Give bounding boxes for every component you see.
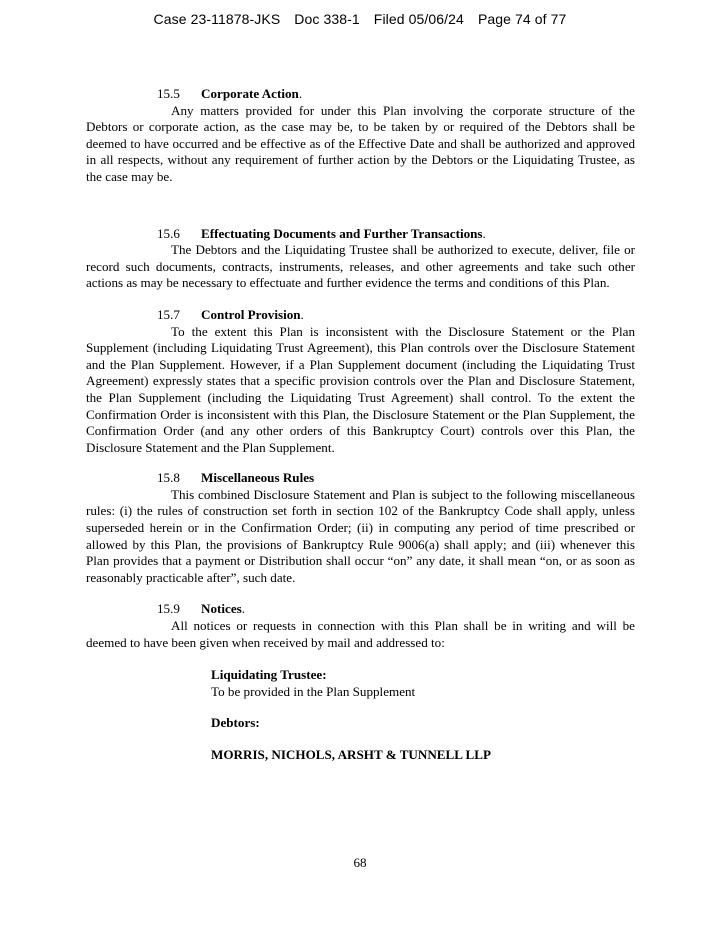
- court-filing-header: [0, 11, 720, 27]
- debtors-address-block: [211, 715, 635, 732]
- section-number: 15.7: [157, 306, 180, 322]
- section-heading: [86, 470, 635, 487]
- section-title-punctuation: .: [300, 306, 304, 322]
- section-paragraph: To the extent this Plan is inconsistent with the Disclosure Statement or the Plan Supplement (including Liquidating Trust Agreement), this Plan controls over the Disclosure Statement and the Plan Supplement. However, if a Plan Supplement document (including the Liquidating Trust Agreement) expressly states that a specific provision controls over the Plan and Disclosure Statement, the Plan Supplement (including the Liquidating Trust Agreement) shall control. To the extent the Confirmation Order is inconsistent with this Plan, the Disclosure Statement or the Plan Supplement, the Confirmation Order (and any other orders of this Bankruptcy Court) controls over this Plan, the Disclosure Statement and the Plan Supplement.: [86, 323, 635, 455]
- section-heading: [86, 226, 635, 243]
- section-paragraph: All notices or requests in connection with this Plan shall be in writing and will be deemed to have been given when received by mail and addressed to:: [86, 618, 635, 650]
- counsel-firm-block: [211, 747, 635, 764]
- page-number: 68: [353, 855, 367, 870]
- case-number: Case 23-11878-JKS: [153, 11, 281, 27]
- document-number: Doc 338-1: [294, 11, 360, 27]
- filed-date: Filed 05/06/24: [373, 11, 464, 27]
- liquidating-trustee-value: To be provided in the Plan Supplement: [211, 683, 416, 699]
- section-title: Notices: [201, 601, 242, 617]
- section-number: 15.9: [157, 601, 180, 617]
- section-title: Control Provision: [201, 306, 301, 322]
- section-title-punctuation: .: [482, 225, 486, 241]
- section-paragraph: This combined Disclosure Statement and Plan is subject to the following miscellaneous rules: (i) the rules of construction set forth in section 102 of the Bankruptcy Code shall apply, unless superseded herein or in the Confirmation Order; (ii) in computing any period of time prescribed or allowed by this Plan, the provisions of Bankruptcy Rule 9006(a) shall apply; and (iii) whenever this Plan provides that a payment or Distribution shall occur “on” any date, it shall mean “on, or as soon as reasonably practicable after”, such date.: [86, 486, 635, 585]
- liquidating-trustee-label: Liquidating Trustee:: [211, 667, 327, 683]
- counsel-firm-name: MORRIS, NICHOLS, ARSHT & TUNNELL LLP: [211, 747, 492, 762]
- section-number: 15.6: [157, 225, 180, 241]
- debtors-label: Debtors:: [211, 715, 260, 731]
- section-title-punctuation: .: [298, 86, 303, 101]
- section-heading: [86, 307, 635, 324]
- section-number: 15.8: [157, 470, 180, 486]
- section-number: 15.5: [157, 86, 180, 101]
- section-title: Effectuating Documents and Further Transactions: [201, 225, 483, 241]
- section-paragraph: Any matters provided for under this Plan involving the corporate structure of the Debtors or corporate action, as the case may be, to be taken by or required of the Debtors shall be deemed to have occurred and be effective as of the Effective Date and shall be authorized and approved in all respects, without any requirement of further action by the Debtors or the Liquidating Trustee, as the case may be.: [86, 102, 635, 184]
- section-heading: [86, 86, 635, 103]
- section-heading: [86, 601, 635, 618]
- document-body: [86, 86, 635, 764]
- page-of-total: Page 74 of 77: [477, 11, 567, 27]
- section-paragraph: The Debtors and the Liquidating Trustee shall be authorized to execute, deliver, file or record such documents, contracts, instruments, releases, and other agreements and take such other actions as may be necessary to effectuate and further evidence the terms and conditions of this Plan.: [86, 242, 635, 291]
- section-title-punctuation: .: [241, 601, 246, 617]
- section-title: Corporate Action: [201, 86, 299, 101]
- section-title: Miscellaneous Rules: [201, 470, 315, 486]
- liquidating-trustee-address-block: [211, 667, 635, 700]
